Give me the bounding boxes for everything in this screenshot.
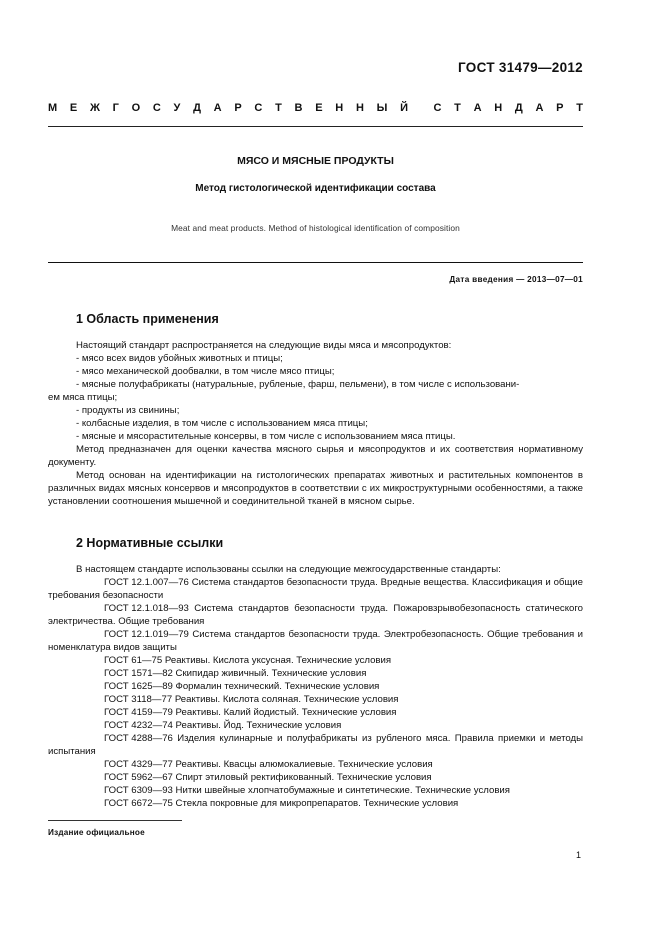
reference-item — [48, 693, 583, 706]
reference-item — [48, 797, 583, 810]
reference-item — [48, 732, 583, 758]
standard-type-letter: Т — [576, 102, 583, 114]
standard-type-letter: Ж — [89, 102, 100, 114]
section-2-body — [48, 563, 583, 810]
list-item: - колбасные изделия, в том числе с использованием мяса птицы; — [76, 418, 368, 429]
reference-title: Система стандартов безопасности труда. Электробезопасность. Общие требования и номенклатура видов защиты — [48, 629, 583, 653]
reference-code: ГОСТ 4329—77 — [104, 759, 173, 770]
section-2-heading: 2 Нормативные ссылки — [76, 536, 224, 550]
reference-code: ГОСТ 6309—93 — [104, 785, 173, 796]
reference-item — [48, 719, 583, 732]
standard-type-letter: С — [152, 102, 161, 114]
standard-type-letter: Т — [454, 102, 461, 114]
standard-type-letter: Р — [556, 102, 564, 114]
reference-title: Изделия кулинарные и полуфабрикаты из рубленого мяса. Правила приемки и методы испытания — [48, 733, 583, 757]
reference-title: Нитки швейные хлопчатобумажные и синтетические. Технические условия — [175, 785, 510, 796]
list-item: - мясо механической дообвалки, в том числе мясо птицы; — [76, 366, 335, 377]
document-title: МЯСО И МЯСНЫЕ ПРОДУКТЫ — [237, 155, 394, 167]
reference-item — [48, 667, 583, 680]
reference-code: ГОСТ 61—75 — [104, 655, 163, 666]
introduction-date: Дата введения — 2013—07—01 — [449, 275, 583, 284]
reference-item — [48, 654, 583, 667]
standard-type-letter: У — [173, 102, 181, 114]
reference-code: ГОСТ 1625—89 — [104, 681, 173, 692]
reference-item — [48, 758, 583, 771]
standard-type-letter: С — [254, 102, 263, 114]
reference-code: ГОСТ 12.1.019—79 — [104, 629, 189, 640]
english-title: Meat and meat products. Method of histological identification of composition — [171, 223, 460, 233]
reference-code: ГОСТ 6672—75 — [104, 798, 173, 809]
reference-title: Стекла покровные для микропрепаратов. Технические условия — [175, 798, 459, 809]
paragraph: Метод предназначен для оценки качества мясного сырья и мясопродуктов и их соответствия нормативному документу. — [48, 444, 583, 468]
standard-type-letter: Д — [193, 102, 201, 114]
standard-type-letter: В — [294, 102, 303, 114]
list-item: - мясные полуфабрикаты (натуральные, рубленые, фарш, пельмени), в том числе с использовани- — [76, 379, 520, 390]
standard-type-letter: Н — [335, 102, 344, 114]
reference-code: ГОСТ 4232—74 — [104, 720, 173, 731]
header-rule — [48, 126, 583, 127]
paragraph: Метод основан на идентификации на гистологических препаратах животных и растительных компонентов в различных видах мясных консервов и мясопродуктов в соответствии с их микроструктурными особенностями, а также установлении соотношения мышечной и соединительной тканей в мясном сырье. — [48, 470, 583, 507]
standard-type-letter: М — [48, 102, 58, 114]
standard-type-letter: Е — [315, 102, 323, 114]
list-item: - мясо всех видов убойных животных и птицы; — [76, 353, 283, 364]
document-number: ГОСТ 31479—2012 — [458, 60, 583, 75]
standard-type-letter: О — [131, 102, 141, 114]
reference-code: ГОСТ 12.1.007—76 — [104, 577, 189, 588]
page-number: 1 — [575, 850, 581, 860]
standard-type-letter: Й — [400, 102, 409, 114]
reference-title: Реактивы. Кислота соляная. Технические условия — [174, 694, 399, 705]
reference-title: Система стандартов безопасности труда. Вредные вещества. Классификация и общие требования безопасности — [48, 577, 583, 601]
standard-type-letter: Г — [112, 102, 119, 114]
reference-item — [48, 706, 583, 719]
footer-rule — [48, 820, 182, 821]
standard-type-letter: А — [213, 102, 222, 114]
list-item: - мясные и мясорастительные консервы, в том числе с использованием мяса птицы. — [76, 431, 456, 442]
reference-title: Система стандартов безопасности труда. Пожаровзрывобезопасность статического электричества. Общие требования — [48, 603, 583, 627]
standard-type-letter: А — [535, 102, 544, 114]
reference-item — [48, 771, 583, 784]
reference-code: ГОСТ 12.1.018—93 — [104, 603, 189, 614]
reference-title: Скипидар живичный. Технические условия — [175, 668, 367, 679]
reference-code: ГОСТ 5962—67 — [104, 772, 173, 783]
paragraph: Настоящий стандарт распространяется на следующие виды мяса и мясопродуктов: — [76, 340, 452, 351]
standard-type-letter: Н — [494, 102, 503, 114]
reference-code: ГОСТ 4159—79 — [104, 707, 173, 718]
standard-type-letter: С — [433, 102, 442, 114]
reference-code: ГОСТ 1571—82 — [104, 668, 173, 679]
reference-item — [48, 628, 583, 654]
standard-type-letter: Д — [514, 102, 523, 114]
title-rule — [48, 262, 583, 263]
section-1-body — [48, 339, 583, 508]
section-1-heading: 1 Область применения — [76, 312, 219, 326]
reference-item — [48, 602, 583, 628]
reference-title: Формалин технический. Технические условия — [175, 681, 380, 692]
reference-code: ГОСТ 3118—77 — [104, 694, 173, 705]
document-subtitle: Метод гистологической идентификации состава — [195, 183, 436, 194]
reference-item — [48, 576, 583, 602]
standard-type-letter: Ы — [376, 102, 388, 114]
standard-type-letter: Н — [355, 102, 364, 114]
reference-title: Реактивы. Квасцы алюмокалиевые. Технические условия — [175, 759, 433, 770]
standard-type-letter: А — [473, 102, 482, 114]
reference-title: Реактивы. Йод. Технические условия — [175, 720, 342, 731]
reference-title: Спирт этиловый ректификованный. Технические условия — [175, 772, 432, 783]
reference-title: Реактивы. Кислота уксусная. Технические условия — [164, 655, 392, 666]
standard-type-heading — [48, 102, 583, 114]
section-2-intro: В настоящем стандарте использованы ссылки на следующие межгосударственные стандарты: — [76, 564, 501, 575]
list-item: - продукты из свинины; — [76, 405, 180, 416]
list-item-continuation: ем мяса птицы; — [48, 392, 118, 403]
standard-type-letter: Т — [275, 102, 282, 114]
reference-item — [48, 784, 583, 797]
standard-type-letter: Р — [234, 102, 242, 114]
edition-label: Издание официальное — [48, 828, 145, 837]
reference-title: Реактивы. Калий йодистый. Технические условия — [175, 707, 397, 718]
standard-type-letter: Е — [69, 102, 78, 114]
reference-code: ГОСТ 4288—76 — [104, 733, 173, 744]
reference-item — [48, 680, 583, 693]
